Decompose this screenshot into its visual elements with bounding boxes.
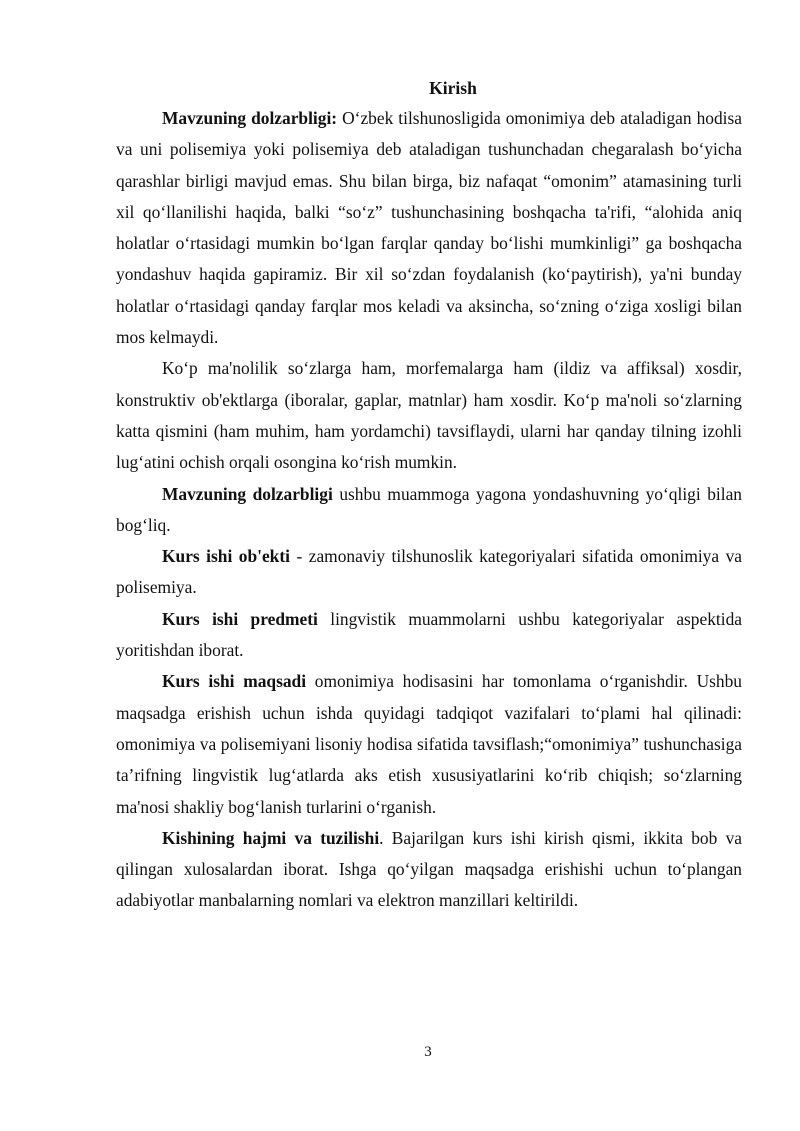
paragraph-goal [116, 666, 742, 822]
paragraph-text: lingvistik muammolarni ushbu kategoriyalar aspektida yoritishdan iborat. [116, 608, 742, 661]
paragraph-lead: Kurs ishi predmeti [162, 608, 318, 629]
paragraph-polysemy [116, 353, 742, 478]
paragraph-text: Ko‘p ma'nolilik so‘zlarga ham, morfemalarga ham (ildiz va affiksal) xosdir, konstruktiv ob'ektlarga (iboralar, gaplar, matnlar) ham xosdir. Ko‘p ma'noli so‘zlarning katta qismini (ham muhim, ham yordamchi) tavsiflaydi, ularni har qanday tilning izohli lug‘atini ochish orqali osongina ko‘rish mumkin. [116, 358, 742, 473]
paragraph-text: - zamonaviy tilshunoslik kategoriyalari sifatida omonimiya va polisemiya. [116, 546, 742, 598]
paragraph-lead: Kishining hajmi va tuzilishi [162, 827, 380, 848]
paragraph-lead: Mavzuning dolzarbligi: [162, 108, 338, 128]
paragraph-relevance-summary [116, 479, 742, 542]
paragraph-relevance [116, 103, 742, 353]
paragraph-structure [116, 823, 742, 917]
paragraph-lead: Mavzuning dolzarbligi [162, 483, 333, 504]
paragraph-text: . Bajarilgan kurs ishi kirish qismi, ikkita bob va qilingan xulosalardan iborat. Ishga qo‘yilgan maqsadga erishishi uchun to‘plangan adabiyotlar manbalarning nomlari va elektron manzillari keltirildi. [116, 827, 743, 911]
page-title: Kirish [429, 78, 477, 98]
document-body [116, 103, 742, 917]
page-number: 3 [424, 1044, 432, 1060]
paragraph-text: omonimiya hodisasini har tomonlama o‘rganishdir. Ushbu maqsadga erishish uchun ishda quyidagi tadqiqot vazifalari to‘plami hal qilinadi: omonimiya va polisemiyani lisoniy hodisa sifatida tavsiflash;“omonimiya” tushunchasiga ta’rifning lingvistik lug‘atlarda aks etish xususiyatlarini ko‘rib chiqish; so‘zlarning ma'nosi shakliy bog‘lanish turlarini o‘rganish. [116, 671, 742, 817]
paragraph-text: ushbu muammoga yagona yondashuvning yo‘qligi bilan bog‘liq. [116, 483, 742, 535]
paragraph-lead: Kurs ishi maqsadi [162, 671, 307, 692]
paragraph-object [116, 541, 742, 604]
paragraph-text: O‘zbek tilshunosligida omonimiya deb ataladigan hodisa va uni polisemiya yoki polisemiya deb ataladigan tushunchadan chegaralash bo‘yicha qarashlar birligi mavjud emas. Shu bilan birga, biz nafaqat “omonim” atamasining turli xil qo‘llanilishi haqida, balki “so‘z” tushunchasining boshqacha ta'rifi, “alohida aniq holatlar o‘rtasidagi mumkin bo‘lgan farqlar qanday bo‘lishi mumkinligi” ga boshqacha yondashuv haqida gapiramiz. Bir xil so‘zdan foydalanish (ko‘paytirish), ya'ni bunday holatlar o‘rtasidagi qanday farqlar mos keladi va aksincha, so‘zning o‘ziga xosligi bilan mos kelmaydi. [116, 108, 742, 348]
paragraph-subject [116, 604, 742, 667]
paragraph-lead: Kurs ishi ob'ekti [162, 546, 290, 567]
